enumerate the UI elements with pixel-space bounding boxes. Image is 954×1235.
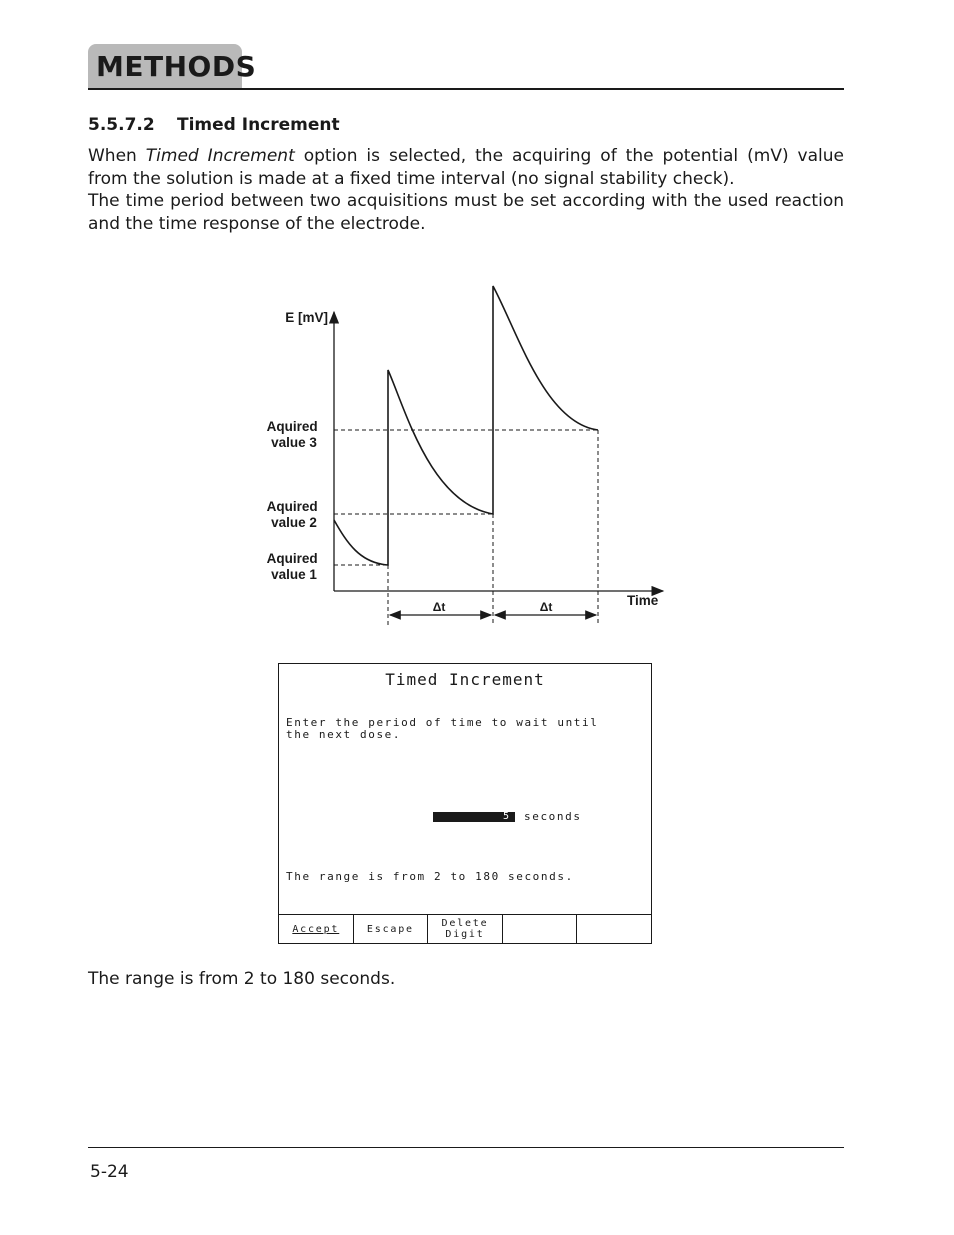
body-text [88,145,844,235]
softkey-5[interactable] [577,915,651,943]
interval-1-label: Δt [432,600,446,614]
unit-label: seconds [524,810,582,823]
paragraph-1-emphasis: Timed Increment [145,146,295,166]
methods-badge [88,44,257,88]
accept-button[interactable] [279,915,354,943]
softkey-4[interactable] [503,915,578,943]
escape-button-label: Escape [366,923,414,935]
accept-button-label: Accept [292,923,340,935]
section-heading [88,115,340,135]
instrument-screen [278,663,652,944]
section-title: Timed Increment [177,115,340,135]
header-rule [88,88,844,90]
escape-button[interactable] [354,915,429,943]
x-axis-label: Time [627,593,659,608]
footer-rule [88,1147,844,1148]
closing-text: The range is from 2 to 180 seconds. [88,969,396,989]
timed-increment-graph [255,278,675,630]
level-2-label: Aquired value 2 [266,499,318,530]
potential-curve [334,286,598,565]
period-input[interactable]: 5 [433,812,515,822]
y-axis-label: E [mV] [285,310,328,325]
level-1-label: Aquired value 1 [266,551,318,582]
range-message: The range is from 2 to 180 seconds. [286,870,574,883]
paragraph-1-end: option is selected, the acquiring of the potential (mV) value from the solution is made at a fixed time interval (no signal stability check). [88,146,844,189]
paragraph-1-start: When [88,146,146,166]
delete-digit-button[interactable] [428,915,503,943]
interval-2-label: Δt [539,600,553,614]
delete-digit-button-label: Delete Digit [441,918,489,940]
screen-title: Timed Increment [385,670,545,689]
paragraph-1 [88,145,844,190]
paragraph-2: The time period between two acquisitions must be set according with the used reaction and the time response of the electrode. [88,191,844,234]
page-number: 5-24 [90,1162,129,1182]
section-number: 5.5.7.2 [88,115,155,135]
level-3-label: Aquired value 3 [266,419,318,450]
softkey-bar [279,914,651,943]
screen-message: Enter the period of time to wait until the next dose. [286,716,599,741]
methods-badge-label: METHODS [96,50,257,83]
